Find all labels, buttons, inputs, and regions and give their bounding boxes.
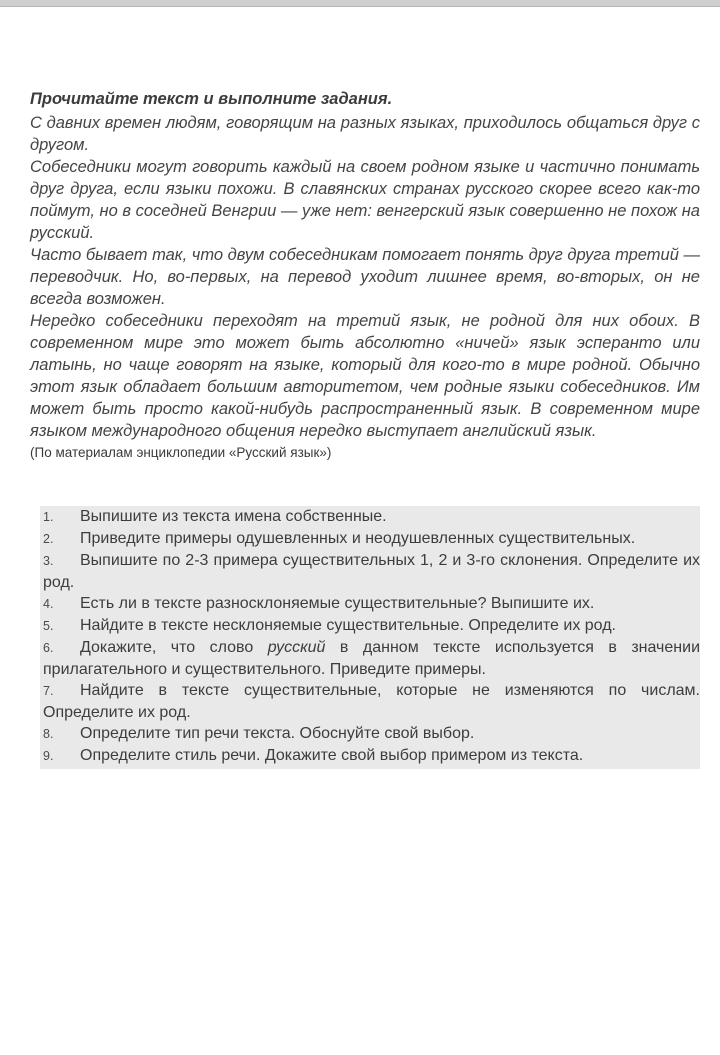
task-number: 6. (43, 641, 54, 655)
task-item (43, 528, 700, 550)
task-text: Определите тип речи текста. Обоснуйте свой выбор. (80, 725, 475, 742)
task-item (43, 550, 700, 593)
paragraph-2: Собеседники могут говорить каждый на своем родном языке и частично понимать друг друга, если языки похожи. В славянских странах русского скорее всего как-то поймут, но в соседней Венгрии — уже нет: венгерский язык совершенно не похож на русский. (30, 158, 700, 242)
task-number: 4. (43, 597, 54, 611)
task-text: Найдите в тексте несклоняемые существительные. Определите их род. (80, 617, 616, 634)
task-text: Определите стиль речи. Докажите свой выбор примером из текста. (80, 747, 584, 764)
task-text: Выпишите по 2-3 примера существительных 1, 2 и 3-го склонения. Определите их род. (43, 552, 700, 591)
task-number: 1. (43, 510, 54, 524)
paragraph-1: С давних времен людям, говорящим на разных языках, приходилось общаться друг с другом. (30, 114, 700, 154)
task-number: 7. (43, 684, 54, 698)
paragraph-4: Нередко собеседники переходят на третий язык, не родной для них обоих. В современном мире это может быть абсолютно «ничей» язык эсперанто или латынь, но чаще говорят на языке, который для кого-то в мире родной. Обычно этот язык обладает большим авторитетом, чем родные языки собеседников. Им может быть просто какой-нибудь распространенный язык. В современном мире языком международного общения нередко выступает английский язык. (30, 312, 700, 440)
source-citation: (По материалам энциклопедии «Русский язык») (30, 445, 332, 460)
reading-text (30, 88, 700, 463)
top-bar (0, 0, 720, 7)
task-text-start: Докажите, что слово (80, 639, 268, 656)
task-item (43, 615, 700, 637)
task-text: Выпишите из текста имена собственные. (80, 508, 387, 525)
task-list (40, 506, 700, 769)
task-item (43, 637, 700, 680)
task-number: 9. (43, 749, 54, 763)
task-number: 8. (43, 727, 54, 741)
task-item (43, 745, 700, 767)
task-text: Приведите примеры одушевленных и неодушевленных существительных. (80, 530, 636, 547)
task-item (43, 506, 700, 528)
task-item (43, 680, 700, 723)
task-number: 5. (43, 619, 54, 633)
task-number: 2. (43, 532, 54, 546)
task-item (43, 593, 700, 615)
task-item (43, 723, 700, 745)
task-text-end: в данном тексте используется в значении прилагательного и существительного. Приведите примеры. (43, 639, 701, 678)
instruction-heading: Прочитайте текст и выполните задания. (30, 90, 393, 108)
task-number: 3. (43, 554, 54, 568)
paragraph-3: Часто бывает так, что двум собеседникам помогает понять друг друга третий — переводчик. Но, во-первых, на перевод уходит лишнее время, во-вторых, он не всегда возможен. (30, 246, 700, 308)
task-text: Есть ли в тексте разносклоняемые существительные? Выпишите их. (80, 595, 595, 612)
task-text: Найдите в тексте существительные, которые не изменяются по числам. Определите их род. (43, 682, 700, 721)
emphasized-word: русский (267, 639, 326, 656)
